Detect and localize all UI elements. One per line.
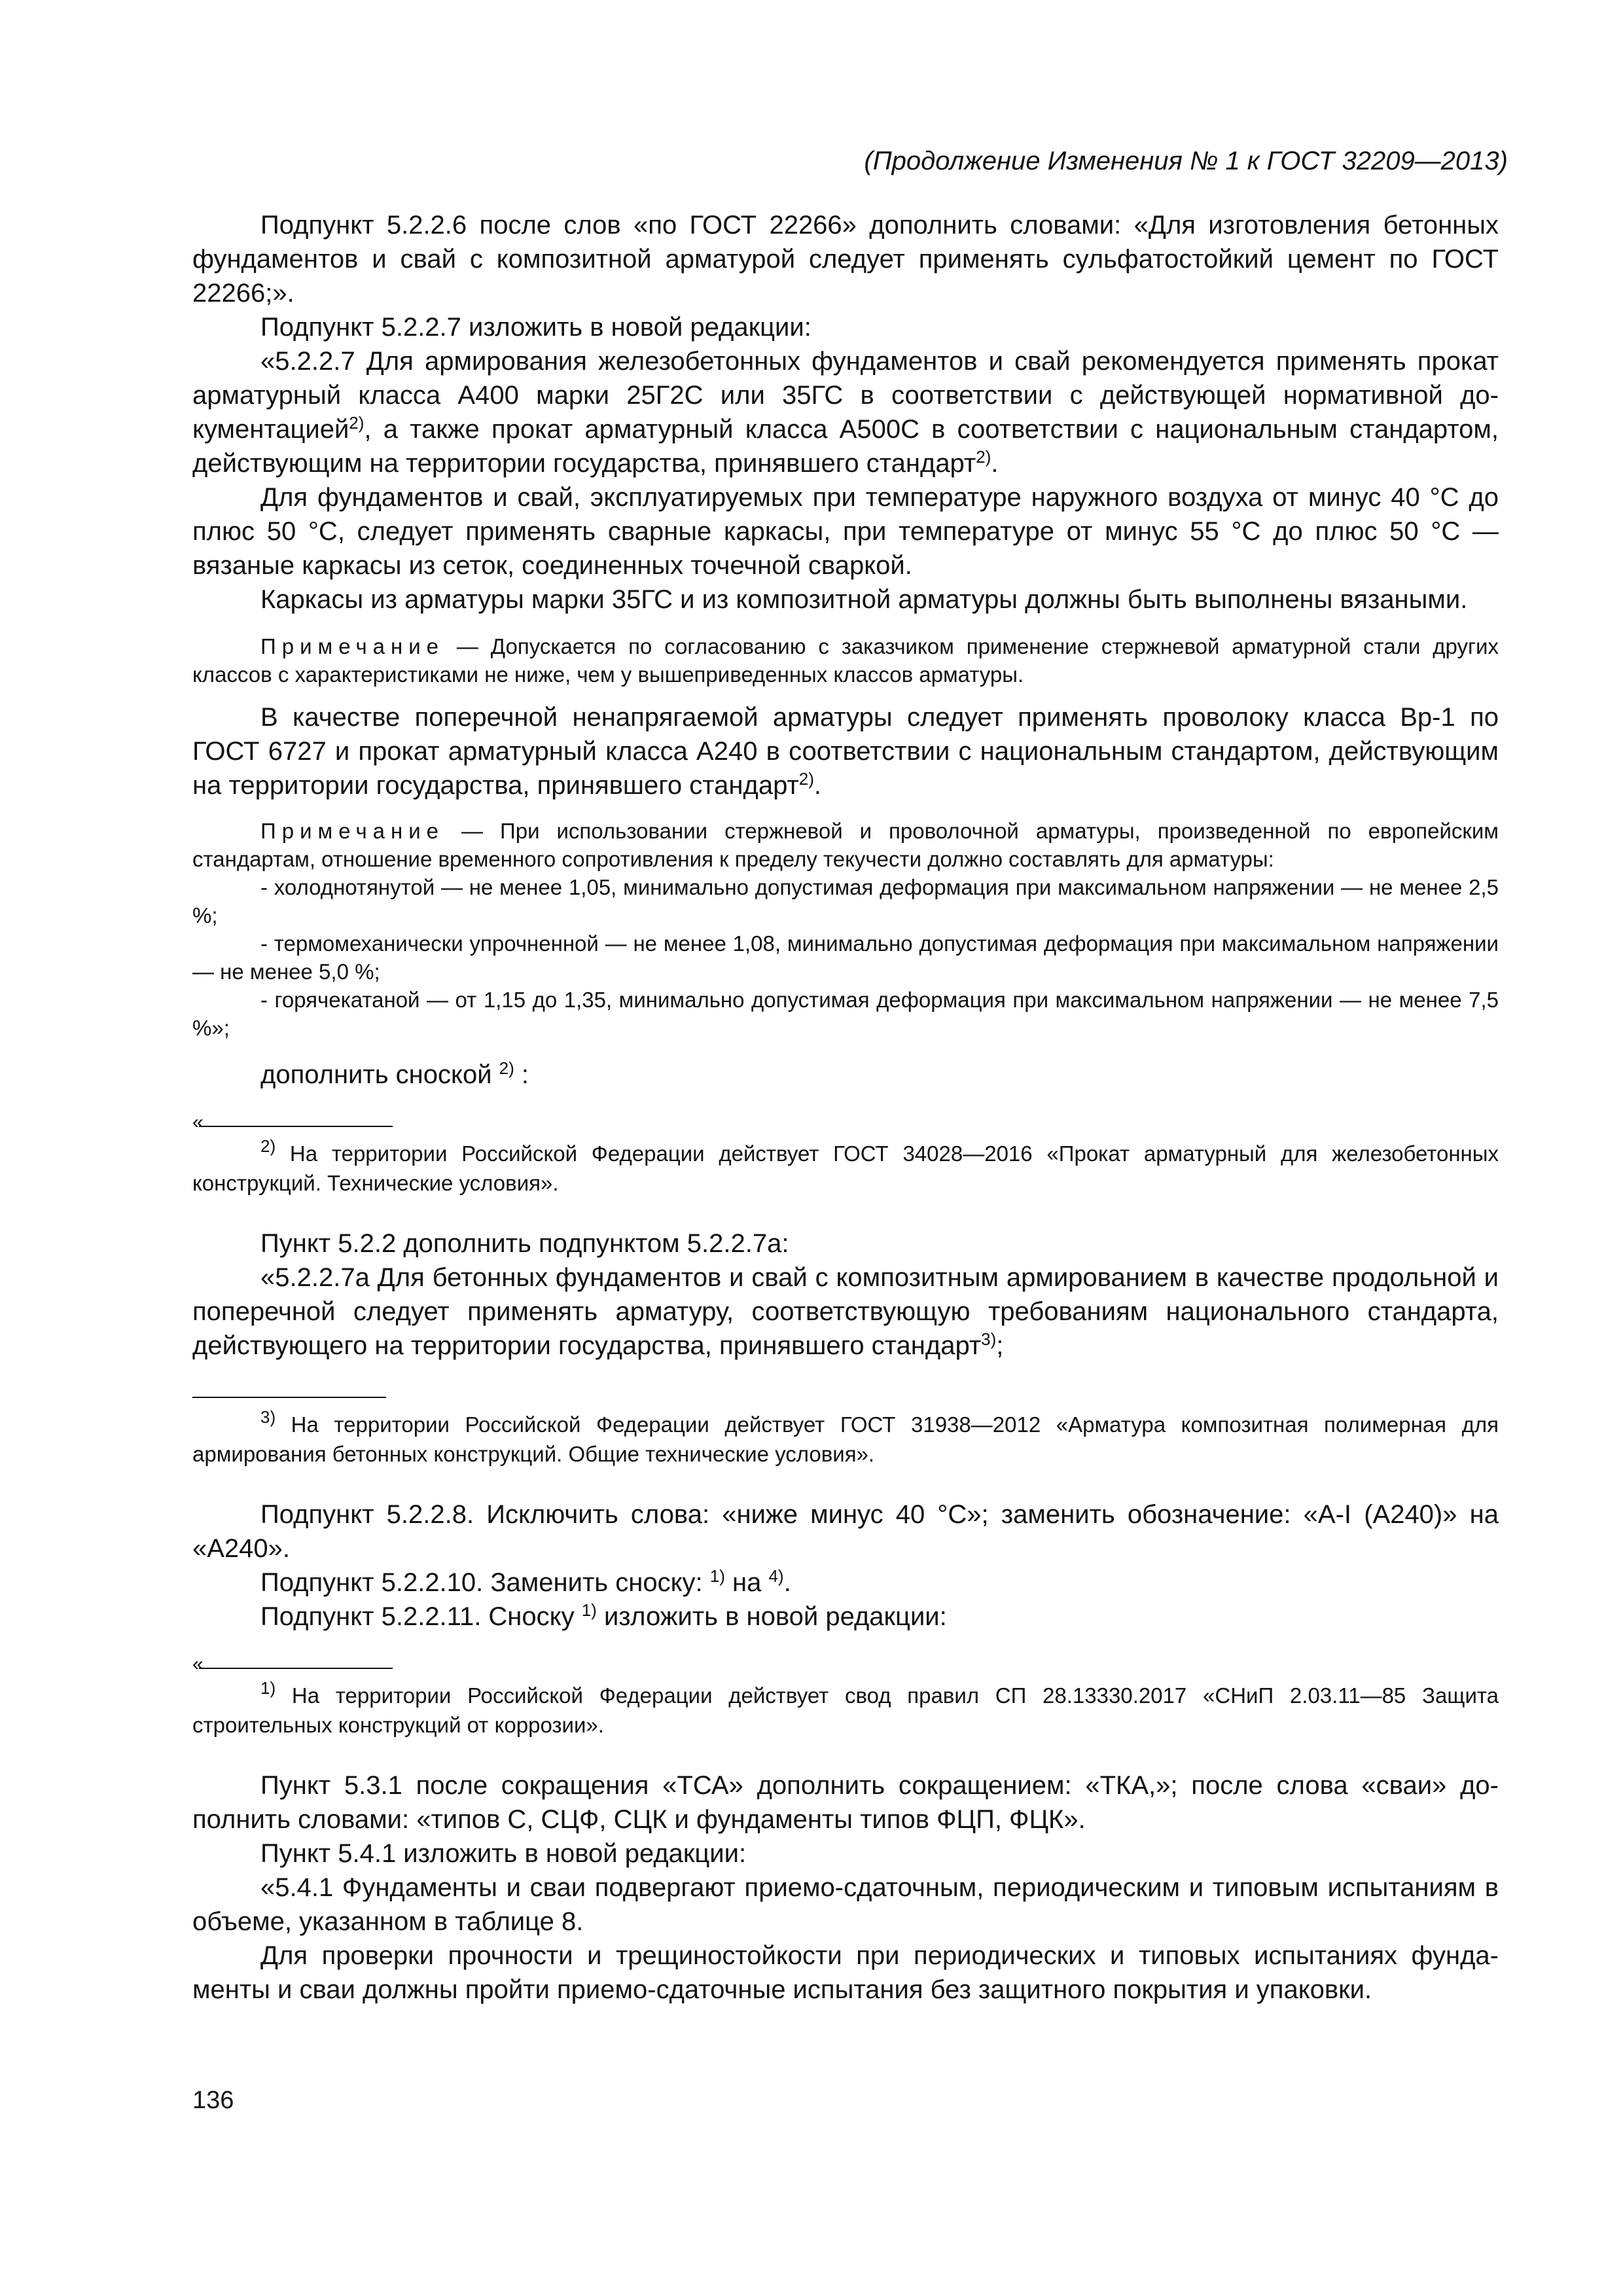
paragraph-strength-tests: Для проверки прочности и трещиностойкости при периодических и типовых испытаниях фундаменты и сваи должны пройти приемо-сдаточные испытания без защитного покрытия и упаковки. xyxy=(192,1941,1499,2004)
paragraph-5-2-2-10 xyxy=(192,1566,1499,1600)
note-2 xyxy=(192,817,1499,1042)
footnote-rule xyxy=(199,1126,393,1127)
text-run: , а также прокат арматурный класса А500С в соответствии с национальным стандартом, действующим на территории государства, принявшего стандарт xyxy=(192,415,1499,478)
text-run: на xyxy=(724,1568,769,1597)
footnote-ref: 2) xyxy=(499,1058,514,1078)
page-number: 136 xyxy=(192,2087,234,2114)
note-1 xyxy=(192,632,1499,689)
note-2-item: - холоднотянутой — не менее 1,05, минимально допустимая деформация при максимальном напряжении — не менее 2,5 %; xyxy=(192,875,1499,927)
footnote-1 xyxy=(192,1678,1499,1740)
paragraph-5-2-2-11 xyxy=(192,1600,1499,1634)
text-run: . xyxy=(991,449,999,478)
paragraph-5-2-2-7 xyxy=(192,344,1499,480)
text-run: : xyxy=(514,1060,529,1089)
note-2-item: - горячекатаной — от 1,15 до 1,35, минимально допустимая деформация при максимальном напряжении — не менее 7,5 %»; xyxy=(192,988,1499,1040)
paragraph-5-2-2: Пункт 5.2.2 дополнить подпунктом 5.2.2.7а: xyxy=(260,1229,789,1258)
note-label: Примечание xyxy=(260,634,445,658)
footnote-separator xyxy=(192,1653,1499,1681)
paragraph-5-4-1: «5.4.1 Фундаменты и сваи подвергают приемо-сдаточным, периодическим и типовым испытаниям в объеме, указанном в таблице 8. xyxy=(192,1873,1499,1936)
page-body xyxy=(192,208,1499,2007)
text-run: . xyxy=(813,771,822,800)
footnote-text: На территории Российской Федерации действует ГОСТ 34028—2016 «Прокат арматурный для железобетонных конструкций. Технические условия». xyxy=(192,1141,1499,1195)
paragraph-transverse-reinforcement xyxy=(192,700,1499,802)
footnote-1-block xyxy=(192,1653,1499,1740)
footnote-ref: 4) xyxy=(768,1566,784,1586)
paragraph-5-4-1-intro: Пункт 5.4.1 изложить в новой редакции: xyxy=(260,1839,747,1868)
footnote-ref: 1) xyxy=(709,1566,725,1586)
text-run: . xyxy=(783,1568,791,1597)
text-run: «5.2.2.7 Для армирования железобетонных фундаментов и свай рекомендуется применять прокат арматурный класса А400 марки 25Г2С или 35ГС в соответствии с действующей нормативной документацией xyxy=(192,347,1499,444)
footnote-rule xyxy=(192,1397,386,1398)
footnote-marker: 1) xyxy=(260,1678,276,1698)
note-2-item: - термомеханически упрочненной — не менее 1,08, минимально допустимая деформация при максимальном напряжении — не менее 5,0 %; xyxy=(192,931,1499,984)
note-label: Примечание xyxy=(260,819,445,843)
text-run: ; xyxy=(996,1331,1004,1360)
footnote-ref: 3) xyxy=(981,1329,997,1349)
footnote-separator xyxy=(192,1111,1499,1139)
text-run: «5.2.2.7а Для бетонных фундаментов и свай с композитным армированием в качестве продольной и поперечной следует применять арматуру, соответствующую требованиям национального стандарта, действующего на территории государства, принявшего стандарт xyxy=(192,1263,1499,1360)
note-text: — При использовании стержневой и проволочной арматуры, произведенной по европейским стандартам, отношение временного сопротивления к пределу текучести должно составлять для арматуры: xyxy=(192,819,1499,871)
text-run: дополнить сноской xyxy=(260,1060,499,1089)
text-run: Подпункт 5.2.2.10. Заменить сноску: xyxy=(260,1568,710,1597)
text-run: изложить в новой редакции: xyxy=(596,1602,947,1631)
note-text: — Допускается по согласованию с заказчиком применение стержневой арматурной стали других классов с характеристиками не ниже, чем у вышеприведенных классов арматуры. xyxy=(192,634,1499,687)
footnote-marker: 2) xyxy=(260,1136,276,1156)
paragraph-5-2-2-8: Подпункт 5.2.2.8. Исключить слова: «ниже минус 40 °С»; заменить обозначение: «А-I (А240)» на «А240». xyxy=(192,1500,1499,1563)
footnote-ref: 2) xyxy=(349,413,365,433)
note-2-lead xyxy=(192,817,1499,873)
paragraph-5-2-2-6: Подпункт 5.2.2.6 после слов «по ГОСТ 22266» дополнить словами: «Для изготовления бетонных фундаментов и свай с композитной арматурой следует применять сульфатостойкий цемент по ГОСТ 22266;». xyxy=(192,211,1499,308)
footnote-quote: « xyxy=(192,1653,204,1675)
footnote-ref: 1) xyxy=(581,1600,597,1620)
paragraph-5-2-2-7-intro: Подпункт 5.2.2.7 изложить в новой редакции: xyxy=(260,313,812,342)
paragraph-5-2-2-7a xyxy=(192,1261,1499,1363)
footnote-3-block xyxy=(192,1390,1499,1469)
text-run: Подпункт 5.2.2.11. Сноску xyxy=(260,1602,582,1631)
footnote-3 xyxy=(192,1407,1499,1469)
paragraph-frames: Для фундаментов и свай, эксплуатируемых при температуре наружного воздуха от минус 40 °С до плюс 50 °С, следует применять сварные каркасы, при температуре от минус 55 °С до плюс 50 °С — вязаные каркасы из сеток, соединенных точечной сваркой. xyxy=(192,483,1499,580)
footnote-separator xyxy=(192,1390,1499,1410)
footnote-2 xyxy=(192,1136,1499,1198)
footnote-2-block xyxy=(192,1111,1499,1198)
footnote-text: На территории Российской Федерации действует ГОСТ 31938—2012 «Арматура композитная полимерная для армирования бетонных конструкций. Общие технические условия». xyxy=(192,1412,1499,1466)
footnote-rule xyxy=(199,1668,393,1669)
footnote-marker: 3) xyxy=(260,1407,276,1427)
paragraph-tied-frames: Каркасы из арматуры марки 35ГС и из композитной арматуры должны быть выполнены вязаными. xyxy=(260,585,1468,614)
paragraph-add-footnote xyxy=(192,1058,1499,1092)
running-header: (Продолжение Изменения № 1 к ГОСТ 32209—2013) xyxy=(864,147,1508,175)
footnote-quote: « xyxy=(192,1111,204,1133)
footnote-ref: 2) xyxy=(798,769,814,789)
paragraph-5-3-1: Пункт 5.3.1 после сокращения «ТСА» дополнить сокращением: «ТКА,»; после слова «сваи» дополнить словами: «типов С, СЦФ, СЦК и фундаменты типов ФЦП, ФЦК». xyxy=(192,1771,1499,1834)
text-run: В качестве поперечной ненапрягаемой арматуры следует применять проволоку класса Вр-1 по ГОСТ 6727 и прокат арматурный класса А240 в соответствии с национальным стандартом, действующим на территории государства, принявшего стандарт xyxy=(192,703,1499,800)
footnote-text: На территории Российской Федерации действует свод правил СП 28.13330.2017 «СНиП 2.03.11—85 Защита строительных конструкций от коррозии». xyxy=(192,1683,1499,1737)
footnote-ref: 2) xyxy=(976,447,991,467)
